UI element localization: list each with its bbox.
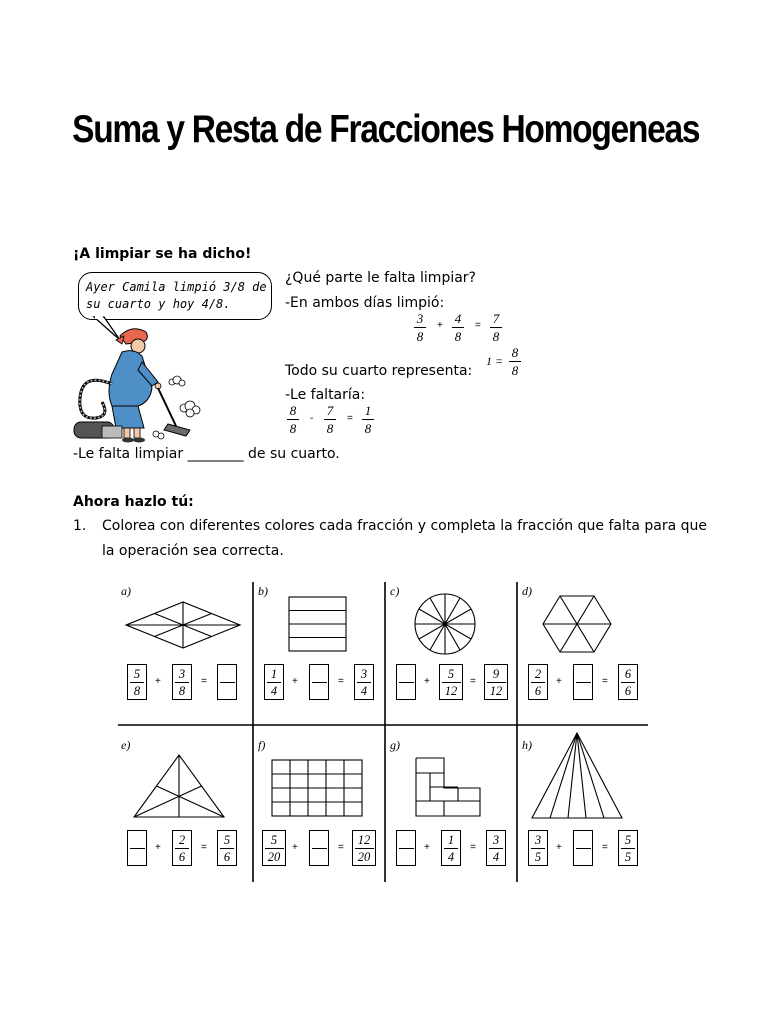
minus-sign: - <box>310 413 314 424</box>
fraction-bar <box>355 848 374 849</box>
denominator: 8 <box>454 329 462 344</box>
fraction-bar <box>130 682 144 683</box>
fraction-bar <box>489 848 503 849</box>
fraction-box <box>486 830 506 866</box>
instruction-line: Colorea con diferentes colores cada fracción y completa la fracción que falta para que <box>102 518 707 534</box>
equals-sign: = <box>338 676 344 687</box>
denominator: 8 <box>326 421 334 436</box>
exercise-label: f) <box>258 738 266 752</box>
fraction-bar <box>175 848 189 849</box>
denominator: 6 <box>534 683 542 698</box>
triangle-slivers-figure <box>532 733 622 818</box>
denominator: 8 <box>133 683 141 698</box>
denominator: 6 <box>223 849 231 864</box>
blank-fraction-box[interactable] <box>396 664 416 700</box>
instruction-line: la operación sea correcta. <box>102 543 284 559</box>
blank-fraction-box[interactable] <box>127 830 147 866</box>
fraction-bar <box>357 682 371 683</box>
fraction-box <box>264 664 284 700</box>
denominator: 4 <box>492 849 500 864</box>
bubble-line: su cuarto y hoy 4/8. <box>86 297 231 311</box>
fraction-box <box>528 664 548 700</box>
fraction-bar <box>442 682 461 683</box>
numerator: 1 <box>364 403 372 418</box>
plus-sign: + <box>292 676 298 687</box>
fraction-box <box>172 830 192 866</box>
numerator: 1 <box>270 666 278 681</box>
fraction-bar <box>265 848 284 849</box>
fraction-bar <box>444 848 458 849</box>
plus-sign: + <box>292 842 298 853</box>
blank-fraction-box[interactable] <box>396 830 416 866</box>
fraction-box <box>172 664 192 700</box>
numerator: 7 <box>492 311 500 326</box>
fraction-box <box>217 830 237 866</box>
numerator: 12 <box>357 832 371 847</box>
fraction-box <box>352 830 376 866</box>
equals-sign: = <box>470 842 476 853</box>
exercise-label: d) <box>522 584 532 598</box>
denominator: 8 <box>178 683 186 698</box>
plus-sign: + <box>155 842 161 853</box>
fraction-bar <box>130 848 145 849</box>
circle-sectors-figure <box>415 594 475 654</box>
equals-sign: = <box>602 676 608 687</box>
plus-sign: + <box>424 676 430 687</box>
denominator: 5 <box>624 849 632 864</box>
equals-sign: = <box>347 413 353 424</box>
fraction-bar <box>621 848 635 849</box>
numerator: 3 <box>416 311 424 326</box>
numerator: 5 <box>133 666 141 681</box>
numerator: 5 <box>447 666 455 681</box>
blank-fraction-box[interactable] <box>309 830 329 866</box>
denominator: 8 <box>289 421 297 436</box>
denominator: 8 <box>364 421 372 436</box>
fraction-bar <box>312 682 327 683</box>
blank-fraction-box[interactable] <box>573 664 593 700</box>
numerator: 5 <box>270 832 278 847</box>
numerator: 7 <box>326 403 334 418</box>
fraction-bar <box>220 848 234 849</box>
fraction-bar <box>399 848 414 849</box>
fraction-box <box>354 664 374 700</box>
plus-sign: + <box>424 842 430 853</box>
denominator: 4 <box>360 683 368 698</box>
numerator: 8 <box>511 345 519 360</box>
question-text: ¿Qué parte le falta limpiar? <box>285 270 476 286</box>
fraction-box <box>127 664 147 700</box>
numerator: 3 <box>178 666 186 681</box>
numerator: 3 <box>360 666 368 681</box>
exercise-label: b) <box>258 584 268 598</box>
equals-sign: = <box>475 320 481 331</box>
denominator: 4 <box>270 683 278 698</box>
denominator: 4 <box>447 849 455 864</box>
equals-sign: = <box>338 842 344 853</box>
blank-fraction-box[interactable] <box>309 664 329 700</box>
fraction-box <box>262 830 286 866</box>
denominator: 6 <box>178 849 186 864</box>
exercise-label: g) <box>390 738 400 752</box>
exercise-label: a) <box>121 584 131 598</box>
whole-lhs: 1 = <box>486 354 504 368</box>
blank-fraction-box[interactable] <box>573 830 593 866</box>
plus-sign: + <box>556 676 562 687</box>
fraction-bar <box>621 682 635 683</box>
triangle-figure <box>134 755 224 817</box>
item-number: 1. <box>73 518 87 534</box>
fraction-box <box>618 664 638 700</box>
numerator: 1 <box>447 832 455 847</box>
section-heading: ¡A limpiar se ha dicho! <box>73 246 252 262</box>
plus-sign: + <box>155 676 161 687</box>
numerator: 5 <box>624 832 632 847</box>
rectangle-strips-figure <box>289 597 346 651</box>
numerator: 3 <box>492 832 500 847</box>
grid-20-figure <box>272 760 362 816</box>
equals-sign: = <box>470 676 476 687</box>
exercise-label: h) <box>522 738 532 752</box>
numerator: 5 <box>223 832 231 847</box>
blank-fraction-box[interactable] <box>217 664 237 700</box>
denominator: 12 <box>489 683 503 698</box>
numerator: 8 <box>289 403 297 418</box>
fraction-bar <box>531 682 545 683</box>
denominator: 12 <box>444 683 458 698</box>
stair-shape-figure <box>416 758 480 816</box>
fraction-bar <box>312 848 327 849</box>
page-title: Suma y Resta de Fracciones Homogeneas <box>72 108 700 151</box>
practice-heading: Ahora hazlo tú: <box>73 494 194 510</box>
falta-limpiar-line: -Le falta limpiar ________ de su cuarto. <box>73 446 340 462</box>
fraction-box <box>618 830 638 866</box>
fraction-bar <box>576 848 591 849</box>
numerator: 4 <box>454 311 462 326</box>
fraction-box <box>441 830 461 866</box>
fraction-box <box>439 664 463 700</box>
fraction-bar <box>576 682 591 683</box>
denominator: 8 <box>511 363 519 378</box>
hexagon-figure <box>543 596 611 652</box>
equals-sign: = <box>201 676 207 687</box>
plus-sign: + <box>556 842 562 853</box>
numerator: 9 <box>492 666 500 681</box>
rhombus-figure <box>126 602 240 648</box>
fraction-bar <box>531 848 545 849</box>
denominator: 6 <box>624 683 632 698</box>
fraction-box <box>484 664 508 700</box>
equals-sign: = <box>602 842 608 853</box>
denominator: 20 <box>267 849 281 864</box>
denominator: 5 <box>534 849 542 864</box>
numerator: 2 <box>534 666 542 681</box>
plus-sign: + <box>437 320 443 331</box>
fraction-bar <box>267 682 281 683</box>
exercise-label: e) <box>121 738 131 752</box>
bubble-line: Ayer Camila limpió 3/8 de <box>86 280 267 294</box>
numerator: 6 <box>624 666 632 681</box>
denominator: 8 <box>492 329 500 344</box>
ambos-text: -En ambos días limpió: <box>285 295 445 311</box>
denominator: 8 <box>416 329 424 344</box>
fraction-bar <box>399 682 414 683</box>
exercise-label: c) <box>390 584 400 598</box>
fraction-bar <box>220 682 235 683</box>
denominator: 20 <box>357 849 371 864</box>
fraction-bar <box>487 682 506 683</box>
todo-text: Todo su cuarto representa: <box>285 363 473 379</box>
numerator: 2 <box>178 832 186 847</box>
fraction-box <box>528 830 548 866</box>
equals-sign: = <box>201 842 207 853</box>
numerator: 3 <box>534 832 542 847</box>
fraction-bar <box>175 682 189 683</box>
faltaria-text: -Le faltaría: <box>285 387 366 403</box>
